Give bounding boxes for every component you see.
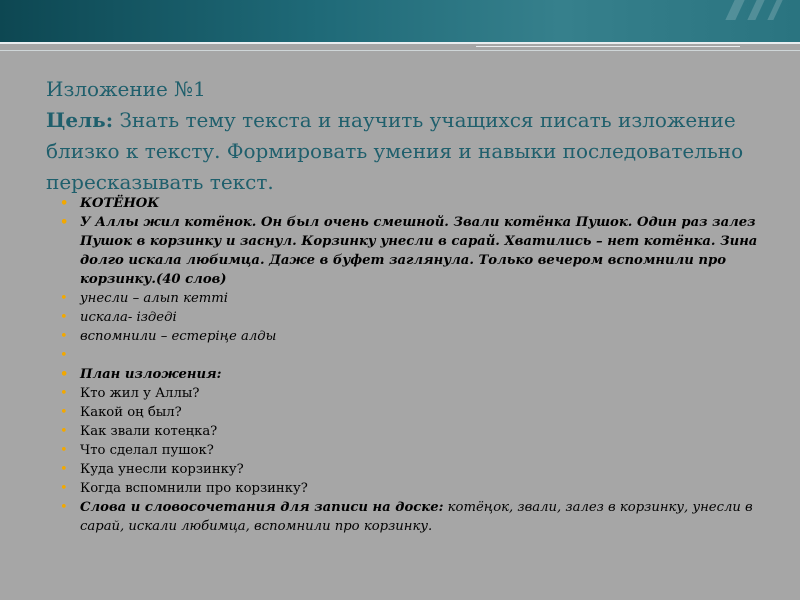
words-label: Слова и словосочетания для записи на доске: (80, 500, 444, 515)
plan-item: • Какой оң был? (60, 403, 760, 422)
plan-item: • Кто жил у Аллы? (60, 384, 760, 403)
plan-item: • Когда вспомнили про корзинку? (60, 479, 760, 498)
words-item (60, 498, 760, 536)
slide-title (46, 74, 766, 198)
plan-title: • План изложения: (60, 365, 760, 384)
vocab-item: • вспомнили – естеріңе алды (60, 327, 760, 346)
goal-label: Цель: (46, 108, 114, 132)
divider-line-thin (0, 50, 800, 51)
stripe (725, 0, 744, 20)
stripe (767, 0, 782, 20)
empty-item (60, 346, 760, 365)
header-band (0, 0, 800, 42)
plan-item: • Как звали котеңка? (60, 422, 760, 441)
words-text: котёңок, звали, залез в корзинку, унесли в сарай, искали любимца, вспомнили про корзинку. (80, 500, 753, 534)
stripe (747, 0, 764, 20)
story-title: • КОТЁНОК (60, 194, 760, 213)
divider-line-short (476, 46, 740, 47)
goal-text: Знать тему текста и научить учащихся писать изложение близко к тексту. Формировать умения и навыки последовательно пересказывать текст. (46, 108, 744, 194)
vocab-item: • унесли – алып кетті (60, 289, 760, 308)
plan-item: • Что сделал пушок? (60, 441, 760, 460)
title-line: Изложение №1 (46, 77, 206, 101)
goal-line (46, 105, 766, 198)
story-text: • У Аллы жил котёнок. Он был очень смешной. Звали котёнка Пушок. Один раз залез Пушок в корзинку и заснул. Корзинку унесли в сарай. Хватились – нет котёнка. Зина долго искала любимца. Даже в буфет заглянула. Только вечером вспомнили про корзинку.(40 слов) (60, 213, 760, 289)
divider-line (0, 42, 800, 44)
plan-item: • Куда унесли корзинку? (60, 460, 760, 479)
vocab-item: • искала- іздеді (60, 308, 760, 327)
decorative-stripes (710, 0, 800, 20)
content-list (60, 194, 760, 536)
